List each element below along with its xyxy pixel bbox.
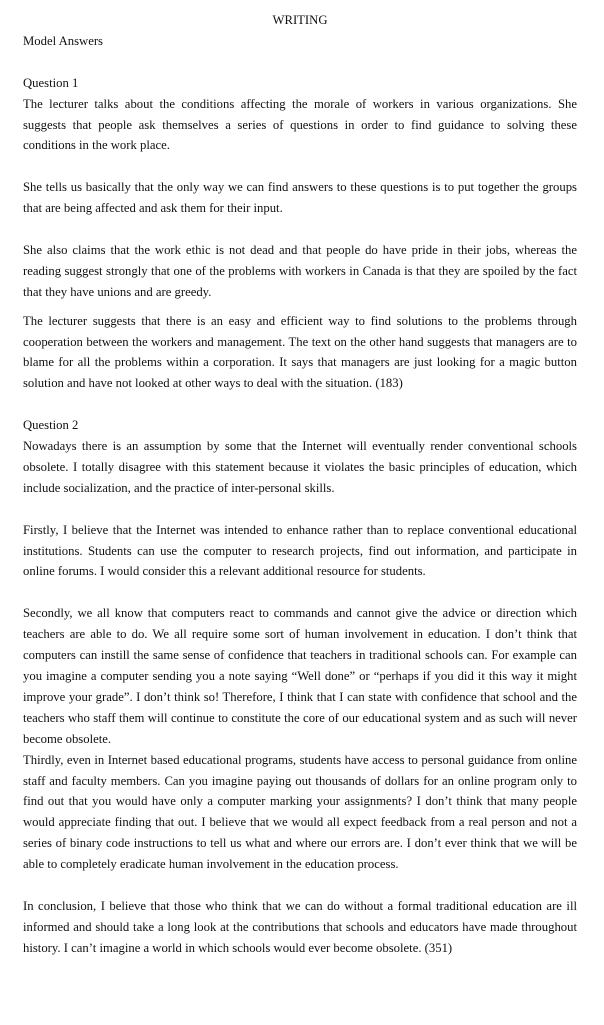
question-1-heading: Question 1 bbox=[23, 75, 79, 90]
question-2-paragraph-4: Thirdly, even in Internet based educational programs, students have access to personal guidance from online staff and faculty members. Can you imagine paying out thousands of dollars for an online program only to find out that you would have only a computer marking your assignments? I don’t think that many people would appreciate finding that out. I believe that we would all expect feedback from a real person and not a series of binary code instructions to tell us what and where our errors are. I don’t ever think that we will be able to completely eradicate human involvement in the education process. bbox=[23, 752, 577, 872]
spacer bbox=[23, 52, 577, 73]
question-2-paragraph-1: Nowadays there is an assumption by some that the Internet will eventually render conventional schools obsolete. I totally disagree with this statement because it violates the basic principles of education, which include socialization, and the practice of inter-personal skills. bbox=[23, 439, 577, 495]
spacer bbox=[23, 582, 577, 603]
spacer bbox=[23, 156, 577, 177]
question-1-paragraph-2: She tells us basically that the only way we can find answers to these questions is to put together the groups that are being affected and ask them for their input. bbox=[23, 180, 577, 216]
question-1-paragraph-3: She also claims that the work ethic is not dead and that people do have pride in their jobs, whereas the reading suggest strongly that one of the problems with workers in Canada is that they are spoiled by the fact that they have unions and are greedy. bbox=[23, 242, 577, 299]
spacer bbox=[23, 394, 577, 415]
page-title: WRITING bbox=[272, 13, 328, 27]
question-2-paragraph-2: Firstly, I believe that the Internet was intended to enhance rather than to replace conventional educational institutions. Students can use the computer to research projects, find out information, and participate in online forums. I would consider this a relevant additional resource for students. bbox=[23, 522, 577, 579]
question-2-paragraph-3: Secondly, we all know that computers react to commands and cannot give the advice or direction which teachers are able to do. We all require some sort of human involvement in education. I don’t think that computers can instill the same sense of confidence that teachers in traditional schools can. For example can you imagine a computer sending you a note saying “Well done” or “perhaps if you did it this way it might improve your grade”. I don’t think so! Therefore, I think that I can state with confidence that school and the teachers who staff them will continue to constitute the core of our educational system and as such will never become obsolete. bbox=[23, 606, 577, 746]
question-1-paragraph-1: The lecturer talks about the conditions affecting the morale of workers in various organizations. She suggests that people ask themselves a series of questions in order to find guidance to solving these conditions in the work place. bbox=[23, 96, 577, 153]
spacer bbox=[23, 875, 577, 896]
spacer bbox=[23, 219, 577, 240]
spacer bbox=[23, 499, 577, 520]
document-page bbox=[23, 10, 577, 959]
question-1-paragraph-4: The lecturer suggests that there is an easy and efficient way to find solutions to the problems through cooperation between the workers and management. The text on the other hand suggests that managers are to blame for all the problems within a corporation. It says that managers are just looking for a magic button solution and have not looked at other ways to deal with the situation. (183) bbox=[23, 313, 577, 391]
question-2-paragraph-5: In conclusion, I believe that those who think that we can do without a formal traditional education are ill informed and should take a long look at the contributions that schools and educators have made throughout history. I can’t imagine a world in which schools would ever become obsolete. (351) bbox=[23, 898, 577, 955]
document-subtitle: Model Answers bbox=[23, 33, 103, 48]
spacer bbox=[23, 303, 577, 311]
question-2-heading: Question 2 bbox=[23, 418, 79, 433]
